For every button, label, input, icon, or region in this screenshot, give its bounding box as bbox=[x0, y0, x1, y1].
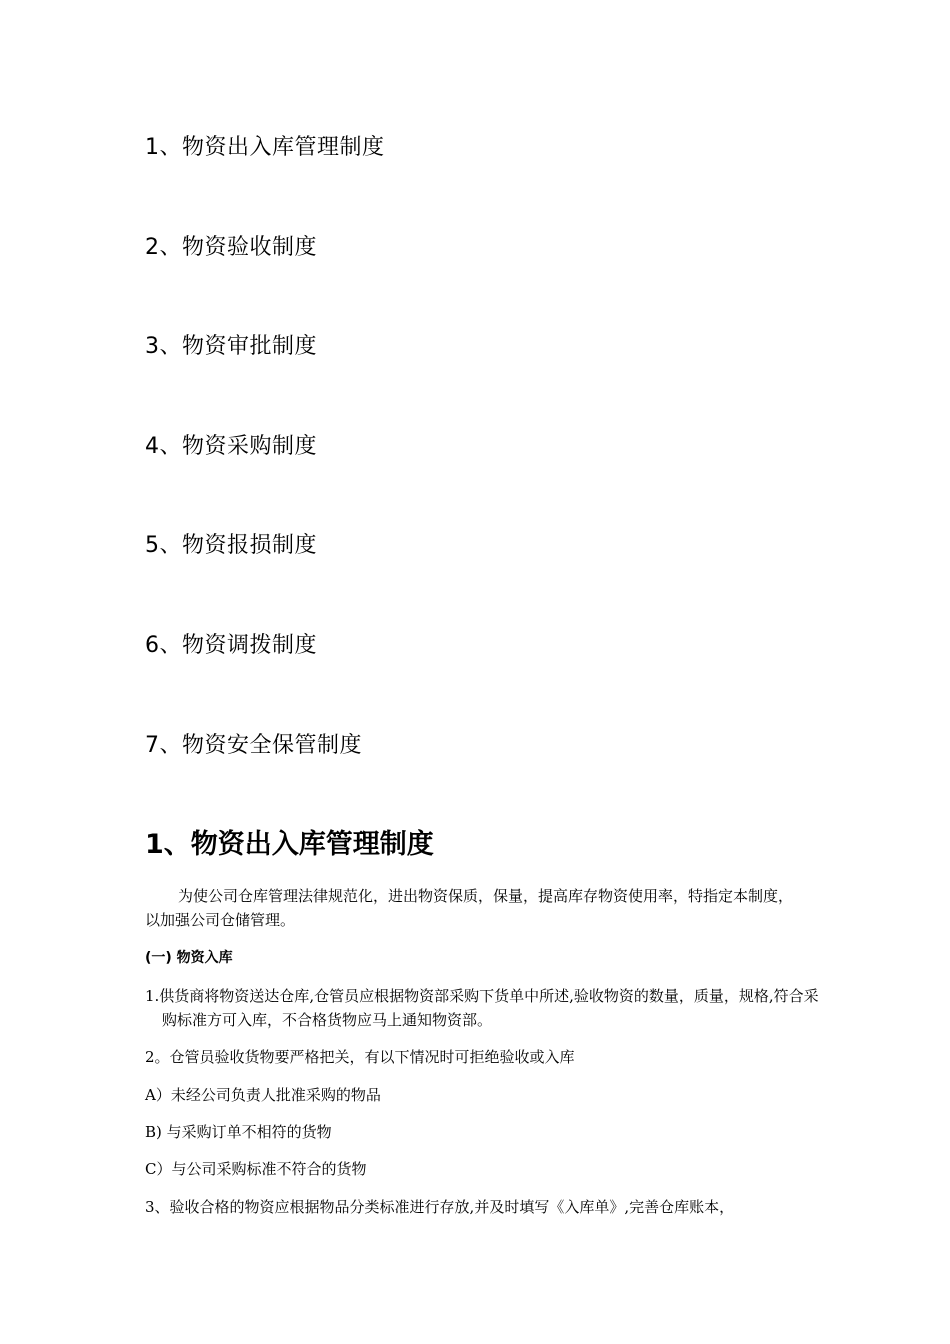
list-item: 2。仓管员验收货物要严格把关，有以下情况时可拒绝验收或入库 bbox=[145, 1048, 575, 1066]
toc-item-1: 1、物资出入库管理制度 bbox=[145, 135, 385, 160]
list-item: B) 与采购订单不相符的货物 bbox=[145, 1123, 332, 1141]
toc-item-7: 7、物资安全保管制度 bbox=[145, 733, 362, 758]
section-heading: 1、物资出入库管理制度 bbox=[145, 829, 434, 860]
intro-paragraph: 为使公司仓库管理法律规范化，进出物资保质，保量，提高库存物资使用率，特指定本制度，以加强公司仓储管理。 bbox=[145, 887, 794, 929]
list-item: 1.供货商将物资送达仓库,仓管员应根据物资部采购下货单中所述,验收物资的数量，质量，规格,符合采购标准方可入库，不合格货物应马上通知物资部。 bbox=[145, 987, 819, 1029]
toc-item-4: 4、物资采购制度 bbox=[145, 434, 317, 459]
toc-item-5: 5、物资报损制度 bbox=[145, 533, 317, 558]
toc-item-6: 6、物资调拨制度 bbox=[145, 633, 317, 658]
list-item: C）与公司采购标准不符合的货物 bbox=[145, 1160, 367, 1178]
list-item: A）未经公司负责人批准采购的物品 bbox=[145, 1086, 381, 1104]
toc-item-2: 2、物资验收制度 bbox=[145, 235, 317, 260]
toc-item-3: 3、物资审批制度 bbox=[145, 334, 317, 359]
subsection-heading: (一) 物资入库 bbox=[145, 950, 233, 966]
list-item: 3、验收合格的物资应根据物品分类标准进行存放,并及时填写《入库单》,完善仓库账本， bbox=[145, 1198, 735, 1216]
